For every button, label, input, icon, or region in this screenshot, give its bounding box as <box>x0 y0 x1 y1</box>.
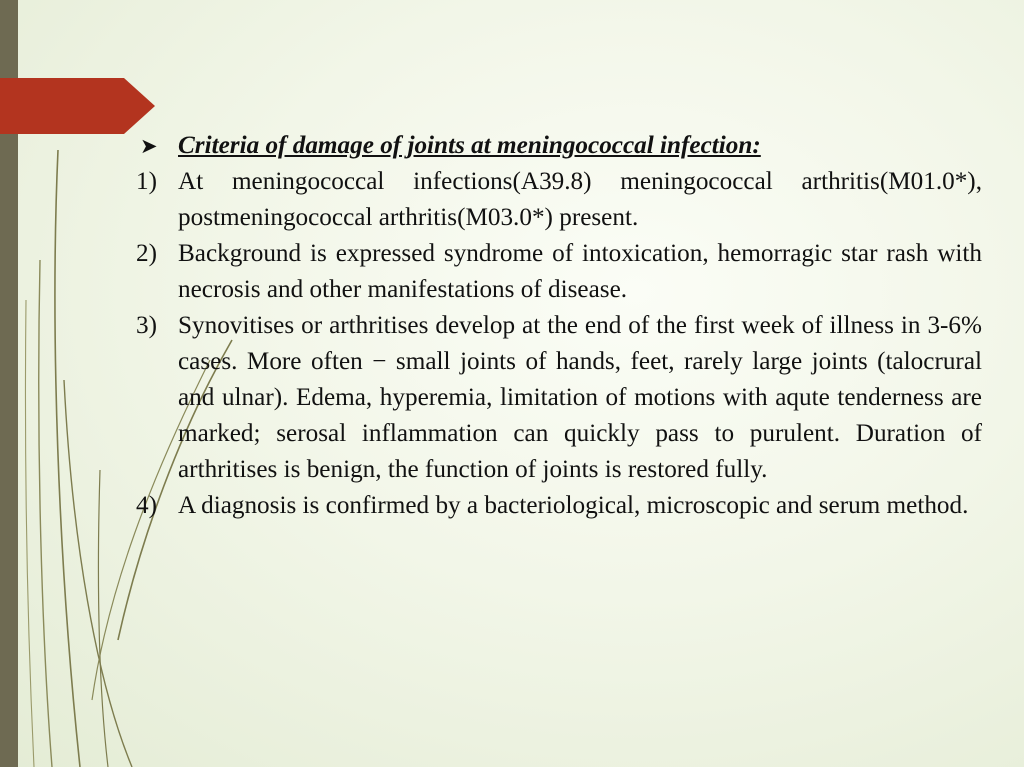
list-item-text: At meningococcal infections(A39.8) meningococcal arthritis(M01.0*), postmeningococcal arthritis(M03.0*) present. <box>178 168 982 231</box>
heading-row <box>136 128 982 164</box>
list-item-number: 4) <box>136 492 157 519</box>
list-item-number: 2) <box>136 240 157 267</box>
list-item-text: Synovitises or arthritises develop at the end of the first week of illness in 3-6% cases. More often − small joints of hands, feet, rarely large joints (talocrural and ulnar). Edema, hyperemia, limitation of motions with aqute tenderness are marked; serosal inflammation can quickly pass to purulent. Duration of arthritises is benign, the function of joints is restored fully. <box>178 312 982 483</box>
list-item-text: Background is expressed syndrome of intoxication, hemorragic star rash with necrosis and other manifestations of disease. <box>178 240 982 303</box>
slide-content <box>136 128 982 524</box>
list-item <box>136 488 982 524</box>
list-item-text: A diagnosis is confirmed by a bacteriological, microscopic and serum method. <box>178 492 969 519</box>
list-item-number: 1) <box>136 168 157 195</box>
list-item <box>136 164 982 236</box>
list-item <box>136 236 982 308</box>
slide-heading: Criteria of damage of joints at meningococcal infection: <box>178 132 761 159</box>
list-item-number: 3) <box>136 312 157 339</box>
list-item <box>136 308 982 488</box>
arrow-bullet-icon: ➤ <box>140 134 158 158</box>
